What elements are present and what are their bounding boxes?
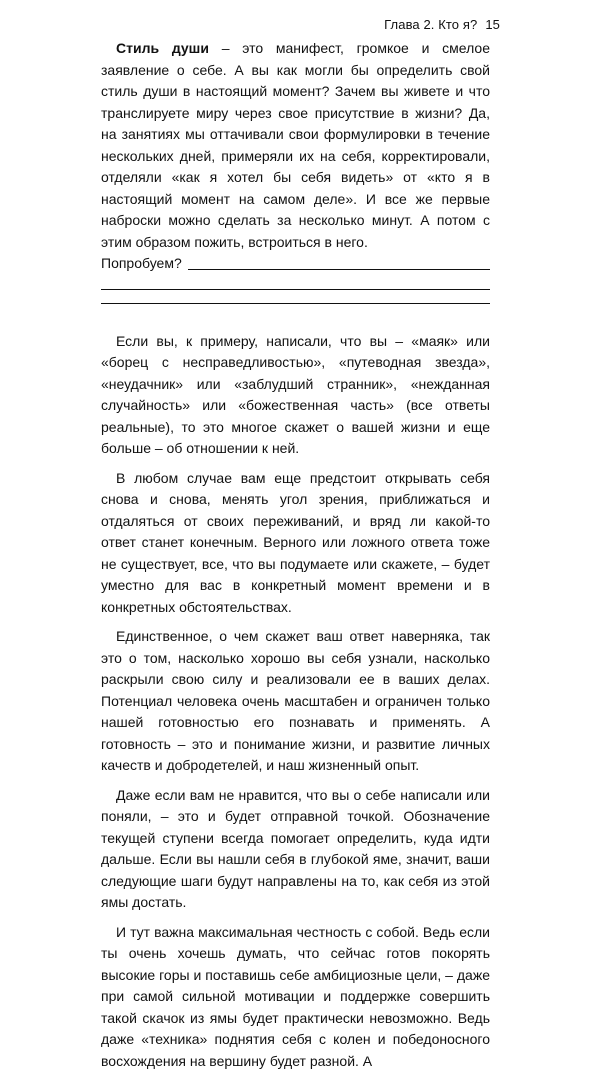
answer-line: [188, 269, 490, 270]
term-soul-style: Стиль души: [116, 40, 209, 56]
paragraph: Если вы, к примеру, написали, что вы – «маяк» или «борец с несправедливостью», «путеводная звезда», «неудачник» или «заблудший странник», «нежданная случайность» или «божественная часть» (все ответы реальные), то это многое скажет о вашей жизни и еще больше – об отношении к ней.: [101, 331, 490, 460]
section-gap: [101, 304, 490, 331]
paragraph-soul-style: [101, 38, 490, 253]
answer-line: [101, 275, 490, 290]
paragraph: Даже если вам не нравится, что вы о себе написали или поняли, – это и будет отправной точкой. Обозначение текущей ступени всегда помогает определить, куда идти дальше. Если вы нашли себя в глубокой яме, значит, ваши следующие шаги будут направлены на то, как себя из этой ямы достать.: [101, 785, 490, 914]
paragraph: Единственное, о чем скажет ваш ответ наверняка, так это о том, насколько хорошо вы себя узнали, насколько раскрыли свою силу и реализовали ее в ваших делах. Потенциал человека очень масштабен и ограничен только нашей готовностью его познавать и применять. А готовность – это и понимание жизни, и развитие личных качеств и добродетелей, и наш жизненный опыт.: [101, 626, 490, 777]
running-header: [384, 17, 500, 32]
page-number: 15: [485, 17, 500, 32]
chapter-title: Глава 2. Кто я?: [384, 17, 477, 32]
paragraph: И тут важна максимальная честность с собой. Ведь если ты очень хочешь думать, что сейчас готов покорять высокие горы и поставишь себе амбициозные цели, – даже при самой сильной мотивации и поддержке совершить такой скачок из ямы будет практически невозможно. Ведь даже «техника» поднятия себя с колен и победоносного восхождения на вершину будет разной. А: [101, 922, 490, 1072]
page-body: [101, 38, 490, 1072]
answer-prompt-row: [101, 253, 490, 275]
prompt-label: Попробуем?: [101, 253, 182, 275]
paragraph-text: – это манифест, громкое и смелое заявление о себе. А вы как могли бы определить свой стиль души в настоящий момент? Зачем вы живете и что транслируете миру через свое присутствие в жизни? Да, на занятиях мы оттачивали свои формулировки в течение нескольких дней, примеряли их на себя, корректировали, отделяли «как я хотел бы себя видеть» от «кто я в настоящий момент на самом деле». И все же первые наброски можно сделать за несколько минут. А потом с этим образом пожить, встроиться в него.: [101, 40, 490, 250]
answer-line: [101, 290, 490, 304]
paragraph: В любом случае вам еще предстоит открывать себя снова и снова, менять угол зрения, приближаться и отдаляться от своих переживаний, и вряд ли какой-то ответ станет конечным. Верного или ложного ответа тоже не существует, все, что вы подумаете или скажете, – будет уместно для вас в конкретный момент времени и в конкретных обстоятельствах.: [101, 468, 490, 619]
